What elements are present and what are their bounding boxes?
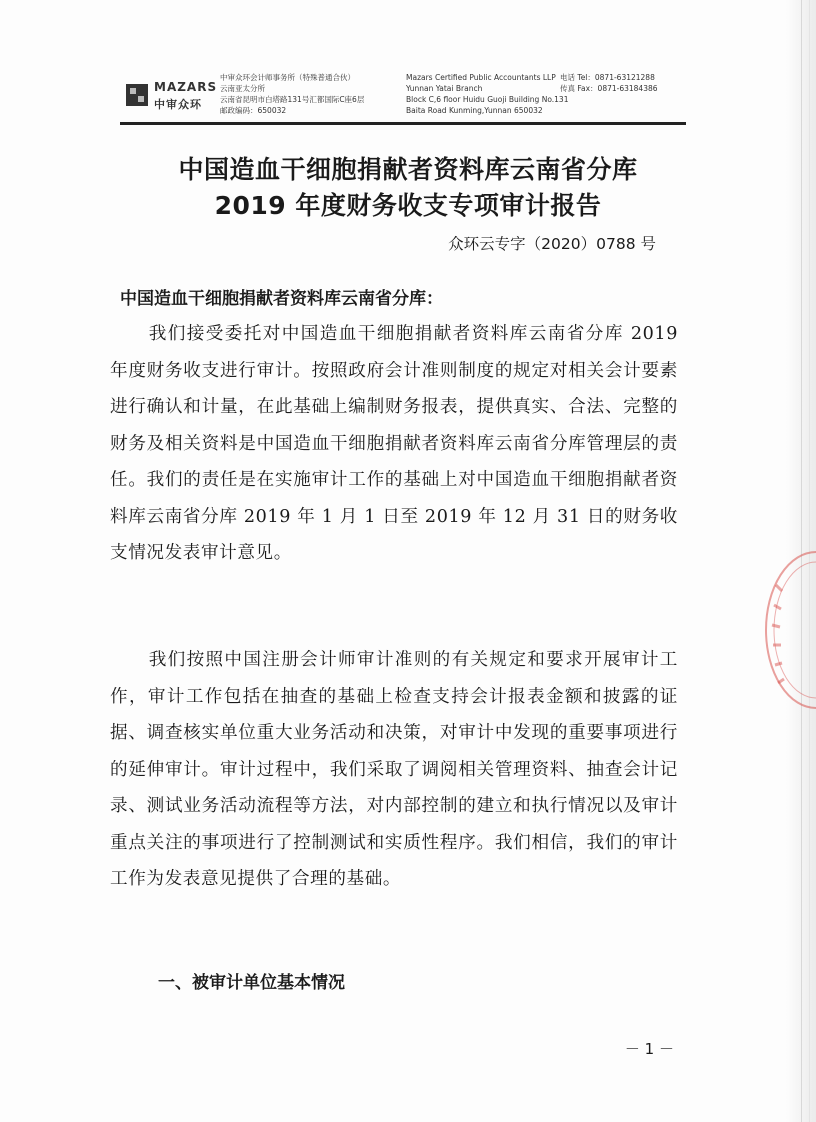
logo-text-cn: 中审众环: [154, 98, 202, 111]
logo-text-en: MAZARS: [154, 80, 218, 94]
report-title-line2: 2019 年度财务收支专项审计报告: [214, 191, 602, 220]
letterhead-contact: 电话 Tel：0871-63121288 传真 Fax：0871-63184386: [560, 73, 658, 93]
document-number: 众环云专字（2020）0788 号: [448, 235, 656, 253]
letterhead-rule: [120, 122, 686, 125]
letterhead-en-address: Mazars Certified Public Accountants LLP Yunnan Yatai Branch Block C,6 floor Huidu Guoji Building No.131 Baita Road Kunming,Yunnan 650032: [406, 73, 569, 115]
logo-mark-icon: [126, 84, 148, 106]
body-paragraph-1: 我们接受委托对中国造血干细胞捐献者资料库云南省分库 2019 年度财务收支进行审计。按照政府会计准则制度的规定对相关会计要素进行确认和计量，在此基础上编制财务报表，提供真实、合法、完整的财务及相关资料是中国造血干细胞捐献者资料库云南省分库管理层的责任。我们的责任是在实施审计工作的基础上对中国造血干细胞捐献者资料库云南省分库 2019 年 1 月 1 日至 2019 年 12 月 31 日的财务收支情况发表审计意见。: [110, 324, 678, 563]
page-number: － 1 －: [624, 1040, 674, 1058]
letterhead-cn-address: 中审众环会计师事务所（特殊普通合伙） 云南亚太分所 云南省昆明市白塔路131号汇都国际C座6层 邮政编码：650032: [220, 73, 365, 115]
body-paragraph-2: 我们按照中国注册会计师审计准则的有关规定和要求开展审计工作，审计工作包括在抽查的基础上检查支持会计报表金额和披露的证据、调查核实单位重大业务活动和决策，对审计中发现的重要事项进行的延伸审计。审计过程中，我们采取了调阅相关管理资料、抽查会计记录、测试业务活动流程等方法，对内部控制的建立和执行情况以及审计重点关注的事项进行了控制测试和实质性程序。我们相信，我们的审计工作为发表意见提供了合理的基础。: [110, 650, 678, 889]
letterhead: [120, 64, 680, 124]
red-seal-stamp: [756, 545, 816, 715]
report-title-line1: 中国造血干细胞捐献者资料库云南省分库: [178, 155, 638, 184]
addressee: 中国造血干细胞捐献者资料库云南省分库：: [120, 289, 443, 309]
firm-logo: [120, 72, 216, 110]
section-heading: 一、被审计单位基本情况: [158, 973, 345, 993]
